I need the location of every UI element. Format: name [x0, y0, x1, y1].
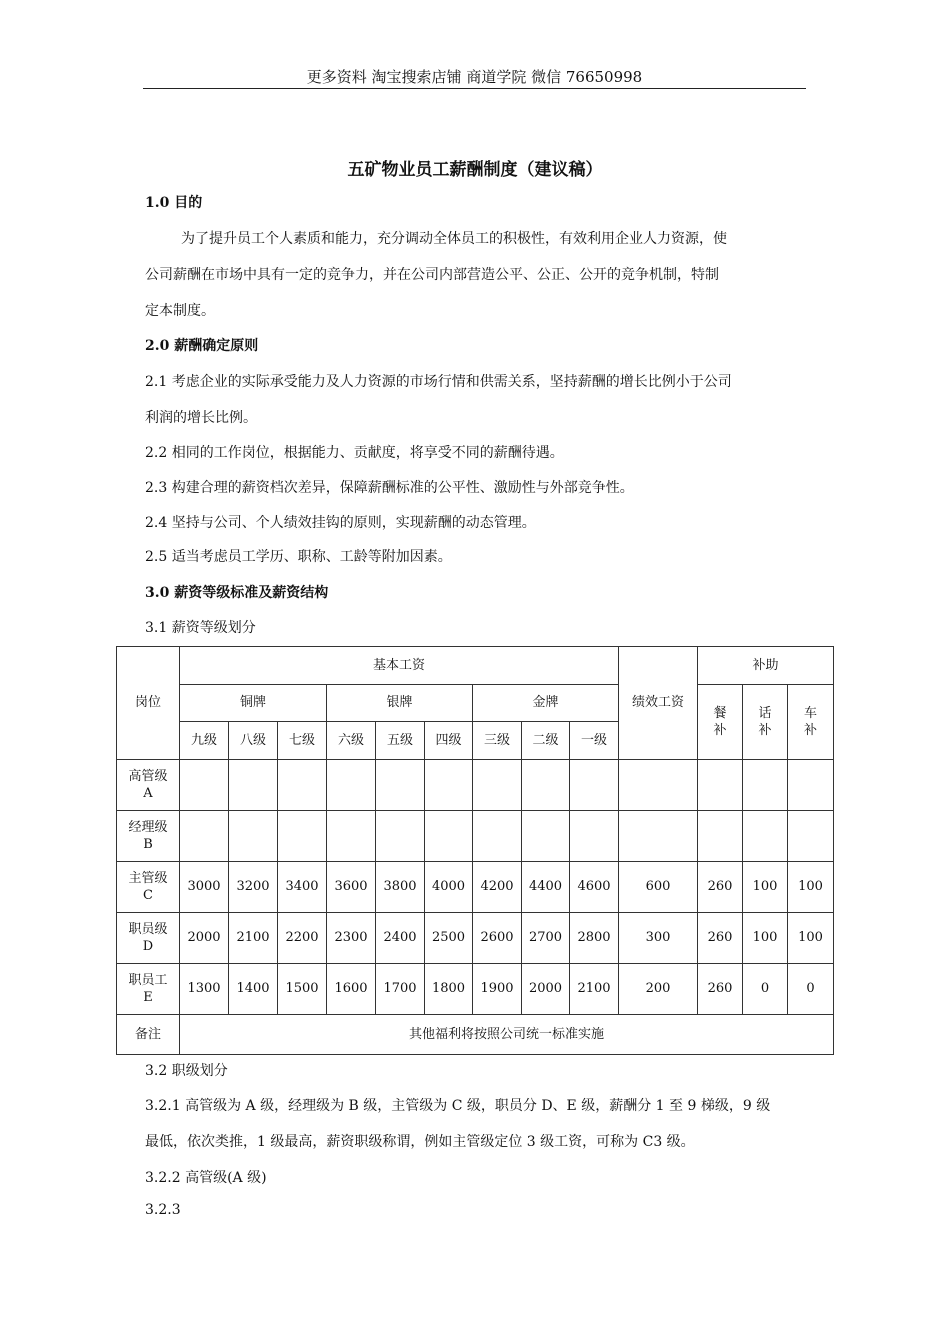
level-header: 三级 [473, 722, 522, 760]
paragraph-line: 3.2.1 高管级为 A 级，经理级为 B 级，主管级为 C 级，职员分 D、E 级，薪酬分 1 至 9 梯级，9 级 [145, 1098, 771, 1114]
salary-grade-table [116, 646, 834, 1055]
table-cell: 2000 [180, 913, 229, 964]
remark-text: 其他福利将按照公司统一标准实施 [180, 1015, 834, 1055]
table-cell [229, 760, 278, 811]
table-cell: 1500 [278, 964, 327, 1015]
table-cell [788, 811, 834, 862]
meal-allowance-header: 餐 补 [698, 685, 743, 760]
paragraph-line: 2.4 坚持与公司、个人绩效挂钩的原则，实现薪酬的动态管理。 [145, 515, 536, 531]
row-label: 高管级 A [117, 760, 180, 811]
table-cell: 1400 [229, 964, 278, 1015]
table-cell [473, 811, 522, 862]
table-cell: 2700 [522, 913, 570, 964]
table-cell [180, 811, 229, 862]
paragraph-line: 3.2.3 [145, 1202, 181, 1218]
table-cell [425, 760, 473, 811]
position-header: 岗位 [117, 647, 180, 760]
basic-salary-header: 基本工资 [180, 647, 619, 685]
allowance-header: 补助 [698, 647, 834, 685]
table-cell [180, 760, 229, 811]
table-cell: 2200 [278, 913, 327, 964]
table-row [117, 964, 834, 1015]
subsection-heading: 3.2 职级划分 [145, 1063, 228, 1079]
table-cell: 1900 [473, 964, 522, 1015]
table-cell: 200 [619, 964, 698, 1015]
table-cell: 100 [743, 862, 788, 913]
table-cell: 0 [743, 964, 788, 1015]
row-label: 主管级 C [117, 862, 180, 913]
paragraph-line: 2.1 考虑企业的实际承受能力及人力资源的市场行情和供需关系，坚持薪酬的增长比例小于公司 [145, 374, 732, 390]
table-cell: 2500 [425, 913, 473, 964]
table-cell: 100 [788, 862, 834, 913]
table-cell: 1600 [327, 964, 376, 1015]
car-allowance-header: 车 补 [788, 685, 834, 760]
section-1-heading: 1.0 目的 [145, 195, 203, 211]
table-cell [229, 811, 278, 862]
table-cell: 2000 [522, 964, 570, 1015]
performance-header: 绩效工资 [619, 647, 698, 760]
table-cell [327, 811, 376, 862]
table-cell: 4400 [522, 862, 570, 913]
table-cell: 260 [698, 913, 743, 964]
table-cell: 4600 [570, 862, 619, 913]
paragraph-line: 最低，依次类推，1 级最高，薪资职级称谓，例如主管级定位 3 级工资，可称为 C3 级。 [145, 1134, 695, 1150]
table-cell [570, 760, 619, 811]
table-cell: 3000 [180, 862, 229, 913]
table-cell: 260 [698, 862, 743, 913]
level-header: 八级 [229, 722, 278, 760]
table-cell: 2400 [376, 913, 425, 964]
table-cell [473, 760, 522, 811]
table-cell: 0 [788, 964, 834, 1015]
table-cell [619, 811, 698, 862]
paragraph-line: 利润的增长比例。 [145, 410, 257, 426]
table-cell [522, 811, 570, 862]
table-cell: 3800 [376, 862, 425, 913]
table-cell: 100 [743, 913, 788, 964]
paragraph-line: 2.5 适当考虑员工学历、职称、工龄等附加因素。 [145, 549, 452, 565]
paragraph-line: 3.2.2 高管级(A 级) [145, 1170, 267, 1186]
table-row [117, 811, 834, 862]
table-cell: 100 [788, 913, 834, 964]
subsection-heading: 3.1 薪资等级划分 [145, 620, 256, 636]
table-cell: 4000 [425, 862, 473, 913]
table-cell: 260 [698, 964, 743, 1015]
table-cell [376, 760, 425, 811]
table-cell [619, 760, 698, 811]
table-cell [278, 811, 327, 862]
page-header: 更多资料 淘宝搜索店铺 商道学院 微信 76650998 [143, 66, 806, 89]
table-cell [278, 760, 327, 811]
table-cell [743, 811, 788, 862]
row-label: 职员工 E [117, 964, 180, 1015]
level-header: 六级 [327, 722, 376, 760]
row-label: 职员级 D [117, 913, 180, 964]
table-cell: 2300 [327, 913, 376, 964]
table-cell [425, 811, 473, 862]
paragraph-line: 2.2 相同的工作岗位，根据能力、贡献度，将享受不同的薪酬待遇。 [145, 445, 564, 461]
table-cell [698, 760, 743, 811]
remark-label: 备注 [117, 1015, 180, 1055]
level-header: 二级 [522, 722, 570, 760]
level-header: 五级 [376, 722, 425, 760]
table-cell: 2100 [229, 913, 278, 964]
document-title: 五矿物业员工薪酬制度（建议稿） [347, 160, 603, 180]
table-cell: 3400 [278, 862, 327, 913]
section-2-heading: 2.0 薪酬确定原则 [145, 338, 259, 354]
table-row [117, 913, 834, 964]
table-cell: 2800 [570, 913, 619, 964]
table-cell: 3200 [229, 862, 278, 913]
table-cell: 4200 [473, 862, 522, 913]
level-header: 七级 [278, 722, 327, 760]
table-cell [788, 760, 834, 811]
section-3-heading: 3.0 薪资等级标准及薪资结构 [145, 585, 329, 601]
table-cell: 2100 [570, 964, 619, 1015]
paragraph-line: 定本制度。 [145, 303, 215, 319]
level-header: 九级 [180, 722, 229, 760]
gold-header: 金牌 [473, 685, 619, 722]
paragraph-line: 2.3 构建合理的薪资档次差异，保障薪酬标准的公平性、激励性与外部竞争性。 [145, 480, 634, 496]
level-header: 四级 [425, 722, 473, 760]
table-cell: 3600 [327, 862, 376, 913]
level-header: 一级 [570, 722, 619, 760]
table-row [117, 862, 834, 913]
table-cell [327, 760, 376, 811]
table-cell: 600 [619, 862, 698, 913]
table-cell [698, 811, 743, 862]
table-cell: 1800 [425, 964, 473, 1015]
paragraph-line: 为了提升员工个人素质和能力，充分调动全体员工的积极性，有效利用企业人力资源，使 [181, 231, 727, 247]
table-cell: 300 [619, 913, 698, 964]
phone-allowance-header: 话 补 [743, 685, 788, 760]
table-cell [743, 760, 788, 811]
bronze-header: 铜牌 [180, 685, 327, 722]
silver-header: 银牌 [327, 685, 473, 722]
paragraph-line: 公司薪酬在市场中具有一定的竞争力，并在公司内部营造公平、公正、公开的竞争机制，特制 [145, 267, 719, 283]
table-cell [376, 811, 425, 862]
table-cell: 1700 [376, 964, 425, 1015]
table-cell [570, 811, 619, 862]
row-label: 经理级 B [117, 811, 180, 862]
table-row [117, 760, 834, 811]
table-cell [522, 760, 570, 811]
table-cell: 2600 [473, 913, 522, 964]
table-cell: 1300 [180, 964, 229, 1015]
